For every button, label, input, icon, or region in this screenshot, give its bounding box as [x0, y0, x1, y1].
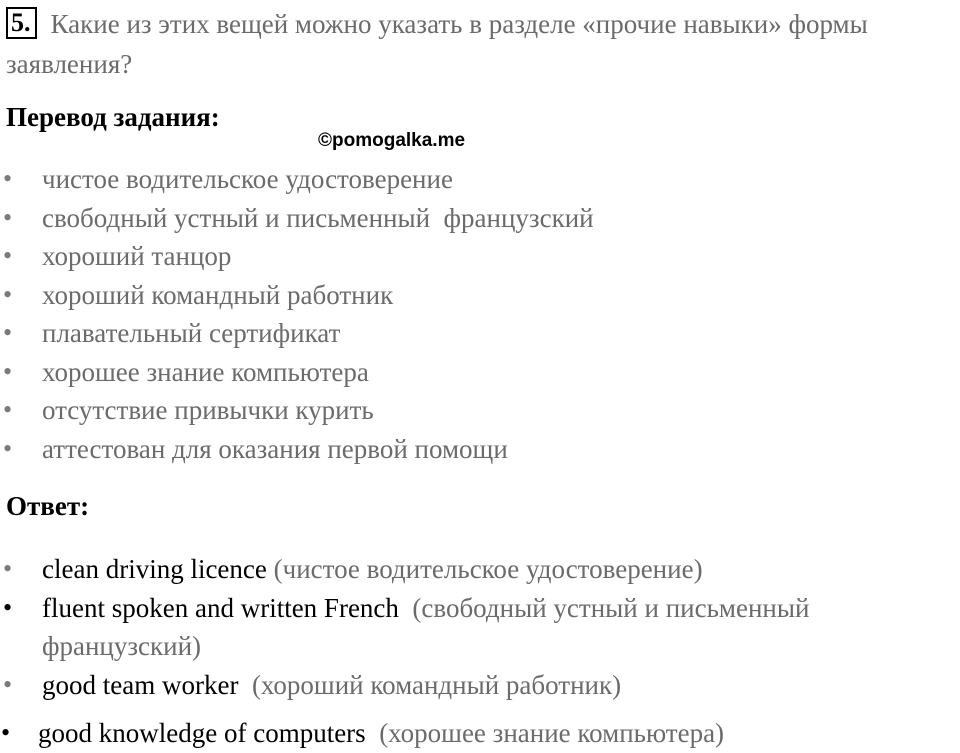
list-item-text: аттестован для оказания первой помощи: [42, 433, 508, 464]
answer-russian: (свободный устный и письменный французский): [42, 592, 810, 661]
list-item: [0, 160, 594, 199]
list-item: [0, 276, 594, 315]
translation-list: [0, 160, 594, 468]
list-item: [0, 430, 594, 469]
list-item: [0, 391, 594, 430]
bullet-icon: •: [3, 433, 13, 463]
list-item: [0, 550, 902, 589]
answer-english: good knowledge of computers: [38, 718, 366, 748]
bullet-icon: •: [3, 395, 13, 424]
list-item-text: чистое водительское удостоверение: [42, 164, 453, 194]
answer-english: clean driving licence: [42, 554, 267, 584]
list-item-text: отсутствие привычки курить: [42, 395, 374, 425]
bullet-icon: •: [3, 202, 13, 232]
answer-english: good team worker: [42, 669, 239, 700]
question-text: Какие из этих вещей можно указать в разделе «прочие навыки» формы заявления?: [6, 9, 868, 79]
bullet-icon: •: [3, 356, 13, 386]
bullet-icon: •: [3, 241, 13, 270]
bullet-icon: •: [3, 592, 13, 622]
list-item-text: хороший танцор: [42, 241, 232, 271]
answer-english: fluent spoken and written French: [42, 592, 399, 623]
answer-russian: (хорошее знание компьютера): [379, 718, 725, 748]
answer-heading: Ответ:: [6, 491, 90, 521]
list-item: [0, 589, 902, 666]
bullet-icon: •: [1, 718, 11, 747]
list-item: [0, 237, 594, 276]
list-item-text: плавательный сертификат: [42, 318, 341, 348]
list-item: [0, 714, 898, 753]
list-item: [0, 199, 594, 238]
list-item-text: хороший командный работник: [42, 279, 394, 310]
list-item: [0, 353, 594, 392]
answer-russian: (чистое водительское удостоверение): [273, 554, 703, 584]
answer-list: [0, 550, 960, 753]
answer-russian: (хороший командный работник): [251, 669, 622, 700]
bullet-icon: •: [3, 669, 13, 699]
list-item: [0, 666, 902, 705]
list-item-text: хорошее знание компьютера: [42, 356, 369, 387]
list-item-text: свободный устный и письменный французский: [42, 202, 594, 233]
bullet-icon: •: [3, 318, 13, 347]
translation-heading: Перевод задания:: [6, 102, 220, 132]
bullet-icon: •: [3, 554, 13, 583]
question-number: 5.: [6, 7, 37, 39]
watermark: ©pomogalka.me: [318, 130, 466, 151]
list-item: [0, 314, 594, 353]
bullet-icon: •: [3, 164, 13, 193]
question-text-block: [6, 4, 956, 84]
bullet-icon: •: [3, 279, 13, 309]
